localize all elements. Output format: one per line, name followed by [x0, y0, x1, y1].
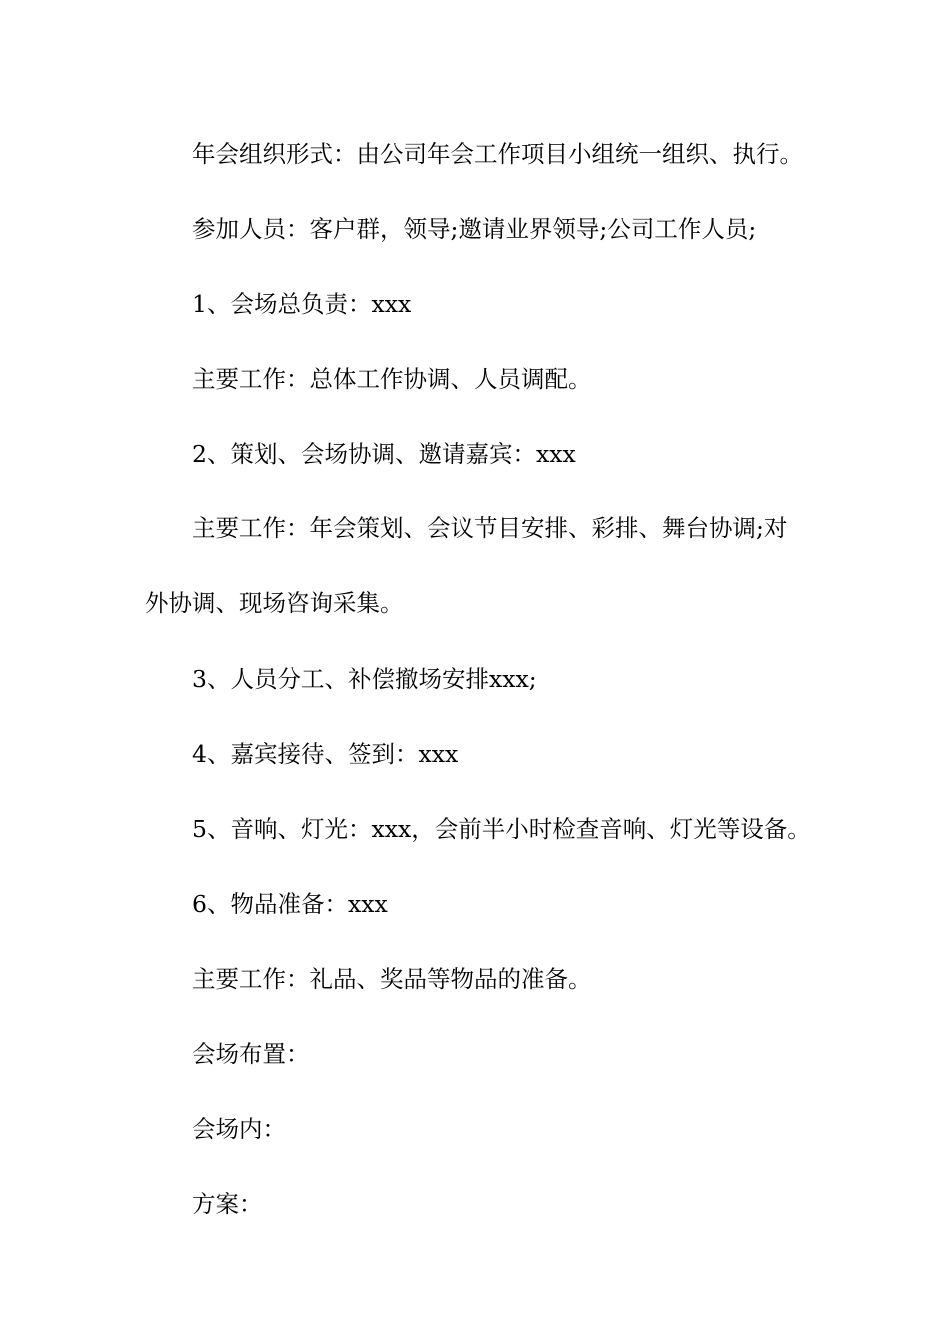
paragraph: 5、音响、灯光：xxx，会前半小时检查音响、灯光等设备。: [192, 815, 811, 843]
paragraph: 6、物品准备：xxx: [192, 890, 388, 918]
wrapped-paragraph: [145, 491, 810, 641]
paragraph: 主要工作：总体工作协调、人员调配。: [192, 365, 592, 393]
paragraph: 主要工作：礼品、奖品等物品的准备。: [192, 965, 592, 993]
paragraph: 会场布置：: [192, 1040, 310, 1068]
wrapped-paragraph-line-2: 外协调、现场咨询采集。: [145, 589, 404, 617]
paragraph: 年会组织形式：由公司年会工作项目小组统一组织、执行。: [192, 140, 803, 168]
paragraph: 3、人员分工、补偿撤场安排xxx;: [192, 665, 537, 693]
paragraph: 2、策划、会场协调、邀请嘉宾：xxx: [192, 440, 576, 468]
document-body: [145, 128, 810, 1253]
paragraph: 会场内：: [192, 1115, 286, 1143]
paragraph: 4、嘉宾接待、签到：xxx: [192, 740, 459, 768]
paragraph: 参加人员：客户群，领导;邀请业界领导;公司工作人员;: [192, 215, 757, 243]
paragraph: 1、会场总负责：xxx: [192, 290, 412, 318]
paragraph: 方案：: [192, 1190, 263, 1218]
wrapped-paragraph-line-1: 主要工作：年会策划、会议节目安排、彩排、舞台协调;对: [192, 514, 788, 542]
